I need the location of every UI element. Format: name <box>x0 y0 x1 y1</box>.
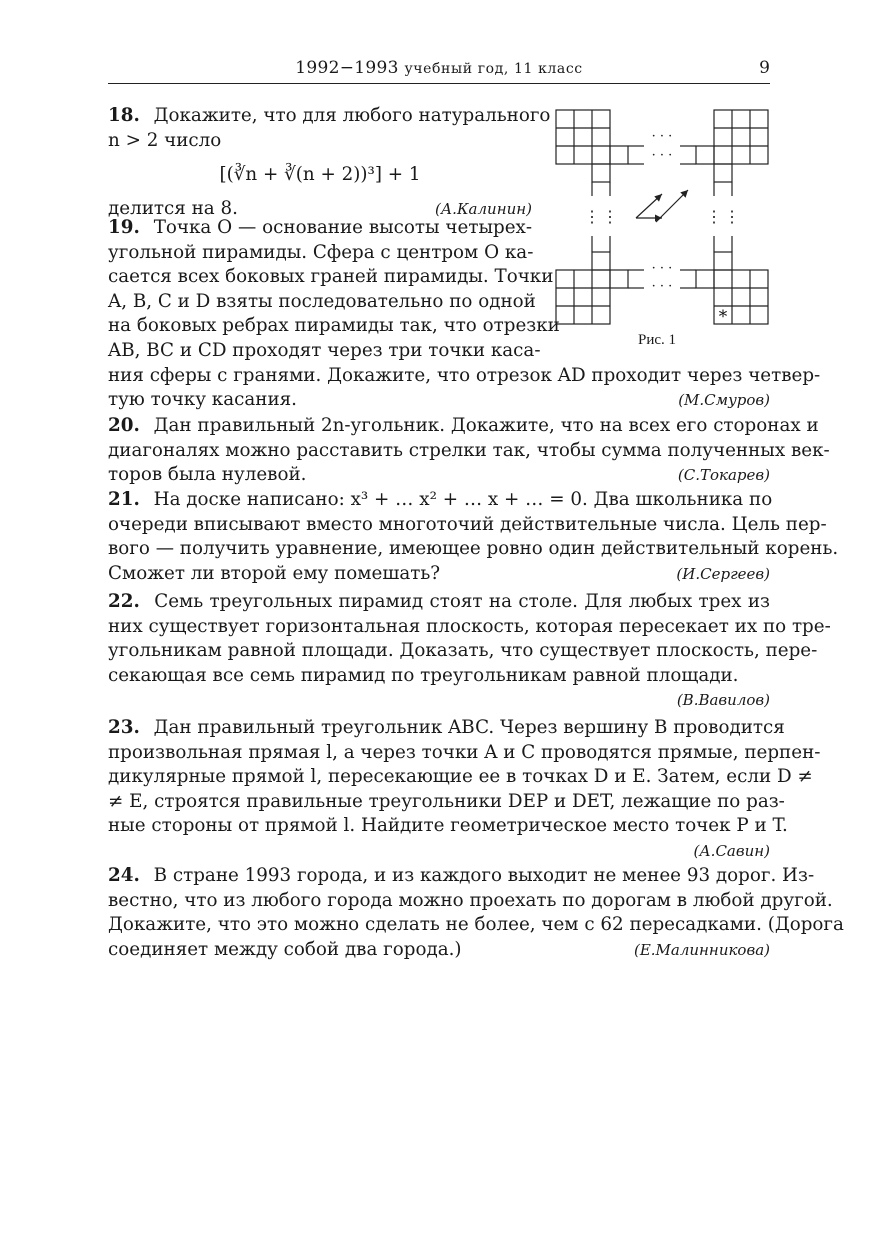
author: (М.Смуров) <box>678 391 770 410</box>
problem-20 <box>108 414 830 488</box>
problem-line: ≠ E, строятся правильные треугольники DEP и DET, лежащие по раз- <box>108 790 785 812</box>
problem-line: 24. В стране 1993 города, и из каждого выходит не менее 93 дорог. Из- <box>108 865 815 886</box>
author: (А.Калинин) <box>434 200 532 219</box>
author: (С.Токарев) <box>677 466 770 485</box>
problem-line: соединяет между собой два города.) (Е.Малинникова) <box>108 938 770 963</box>
problem-number: 23. <box>108 717 140 738</box>
problem-line: 20. Дан правильный 2n-угольник. Докажите, что на всех его сторонах и <box>108 415 819 436</box>
running-header <box>108 56 770 84</box>
problem-number: 24. <box>108 865 140 886</box>
problem-line: ния сферы с гранями. Докажите, что отрезок AD проходит через четвер- <box>108 364 821 386</box>
problem-line: AB, BC и CD проходят через три точки каса- <box>108 339 541 361</box>
dots-left-2: ⋮ <box>602 207 618 226</box>
problem-number: 18. <box>108 105 140 126</box>
problem-line: A, B, C и D взяты последовательно по одной <box>108 290 536 312</box>
page-number: 9 <box>759 58 770 78</box>
dots-top-lower: · · · <box>651 148 673 163</box>
figure-caption: Рис. 1 <box>638 332 677 348</box>
problem-line: на боковых ребрах пирамиды так, что отрезки <box>108 315 560 337</box>
dots-top-upper: · · · <box>651 129 673 144</box>
dots-bottom-upper: · · · <box>651 261 673 276</box>
problem-line: делится на 8. (А.Калинин) <box>108 197 532 222</box>
problem-line: секающая все семь пирамид по треугольникам равной площади. <box>108 664 739 686</box>
problem-24 <box>108 864 844 962</box>
problem-line: ные стороны от прямой l. Найдите геометрическое место точек P и T. <box>108 815 788 837</box>
dots-right-1: ⋮ <box>706 207 722 226</box>
problem-line: торов была нулевой. (С.Токарев) <box>108 463 770 488</box>
problem-22 <box>108 590 831 713</box>
problem-18 <box>108 104 551 222</box>
problem-line: угольной пирамиды. Сфера с центром O ка- <box>108 241 534 263</box>
problem-number: 20. <box>108 415 140 436</box>
problem-line: сается всех боковых граней пирамиды. Точки <box>108 266 554 288</box>
problem-number: 22. <box>108 591 140 612</box>
problem-line: очереди вписывают вместо многоточий действительные числа. Цель пер- <box>108 513 827 535</box>
problem-line: вого — получить уравнение, имеющее ровно один действительный корень. <box>108 538 839 560</box>
header-rule <box>108 83 770 84</box>
dots-left-1: ⋮ <box>584 207 600 226</box>
figure-1-grid-diagram <box>550 104 774 330</box>
problem-21 <box>108 488 839 586</box>
problem-line: произвольная прямая l, а через точки A и C проводятся прямые, перпен- <box>108 741 821 763</box>
author: (А.Савин) <box>693 841 770 860</box>
author: (Е.Малинникова) <box>633 940 770 959</box>
problem-line: 22. Семь треугольных пирамид стоят на столе. Для любых трех из <box>108 591 770 612</box>
problem-number: 19. <box>108 217 140 238</box>
problem-23 <box>108 716 821 864</box>
problem-line: дикулярные прямой l, пересекающие ее в точках D и E. Затем, если D ≠ <box>108 766 813 788</box>
problem-line <box>108 839 770 864</box>
problem-line: Докажите, что это можно сделать не более, чем с 62 пересадками. (Дорога <box>108 914 844 936</box>
problem-line: тую точку касания. (М.Смуров) <box>108 388 770 413</box>
dots-bottom-lower: · · · <box>651 279 673 294</box>
dots-right-2: ⋮ <box>724 207 740 226</box>
problem-line: вестно, что из любого города можно проехать по дорогам в любой другой. <box>108 889 833 911</box>
problem-number: 21. <box>108 489 140 510</box>
star-marker: * <box>718 307 728 327</box>
problem-line: Сможет ли второй ему помешать? (И.Сергеев) <box>108 562 770 587</box>
author: (В.Вавилов) <box>676 691 770 710</box>
problem-line: 19. Точка O — основание высоты четырех- <box>108 217 533 238</box>
problem-line: n > 2 число <box>108 129 222 151</box>
problem-line <box>108 688 770 713</box>
problem-line: угольникам равной площади. Доказать, что существует плоскость, пере- <box>108 640 818 662</box>
author: (И.Сергеев) <box>676 564 770 583</box>
problem-line: 18. Докажите, что для любого натурального <box>108 105 551 126</box>
problem-line: 21. На доске написано: x³ + … x² + … x + … = 0. Два школьника по <box>108 489 773 510</box>
problem-line: 23. Дан правильный треугольник ABC. Через вершину B проводится <box>108 717 785 738</box>
problem-line: них существует горизонтальная плоскость, которая пересекает их по тре- <box>108 615 831 637</box>
problem-line: диагоналях можно расставить стрелки так, чтобы сумма полученных век- <box>108 439 830 461</box>
formula: [(∛n + ∛(n + 2))³] + 1 <box>219 164 421 186</box>
running-title: 1992−1993 учебный год, 11 класс <box>295 58 583 78</box>
